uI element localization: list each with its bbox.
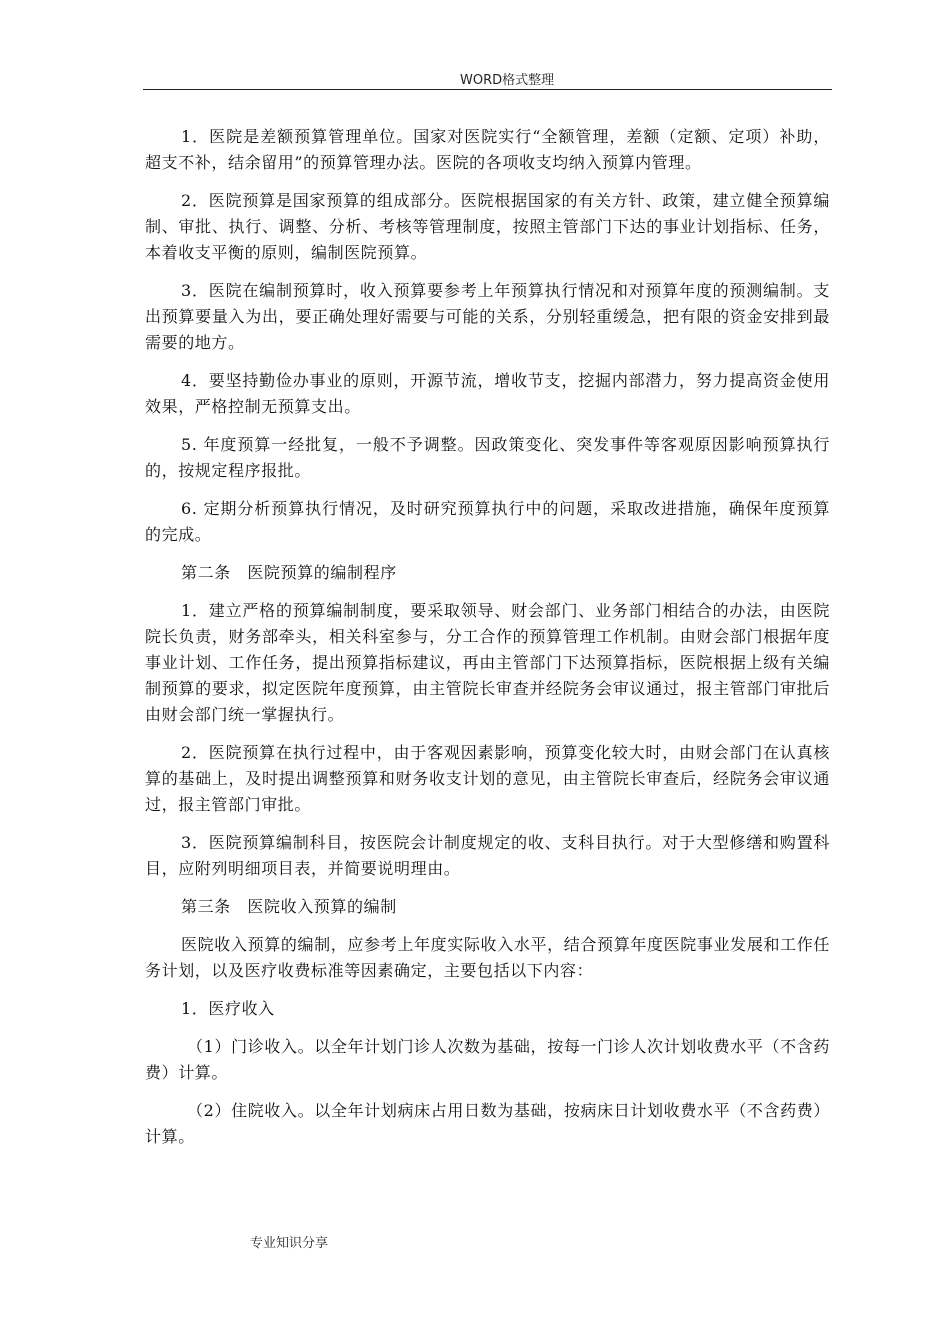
paragraph: 1．医院是差额预算管理单位。国家对医院实行“全额管理，差额（定额、定项）补助，超支不补，结余留用”的预算管理办法。医院的各项收支均纳入预算内管理。: [145, 127, 830, 172]
paragraph: （2）住院收入。以全年计划病床占用日数为基础，按病床日计划收费水平（不含药费）计算。: [145, 1101, 830, 1146]
paragraph: 2．医院预算是国家预算的组成部分。医院根据国家的有关方针、政策，建立健全预算编制、审批、执行、调整、分析、考核等管理制度，按照主管部门下达的事业计划指标、任务，本着收支平衡的原则，编制医院预算。: [145, 191, 830, 262]
paragraph: （1）门诊收入。以全年计划门诊人次数为基础，按每一门诊人次计划收费水平（不含药费）计算。: [145, 1037, 830, 1082]
subheading: 1．医疗收入: [181, 999, 275, 1018]
page-footer: 专业知识分享: [250, 1236, 329, 1251]
paragraph: 3．医院在编制预算时，收入预算要参考上年预算执行情况和对预算年度的预测编制。支出预算要量入为出，要正确处理好需要与可能的关系，分别轻重缓急，把有限的资金安排到最需要的地方。: [145, 281, 830, 352]
section-heading: 第三条 医院收入预算的编制: [181, 897, 397, 916]
paragraph: 2．医院预算在执行过程中，由于客观因素影响，预算变化较大时，由财会部门在认真核算的基础上，及时提出调整预算和财务收支计划的意见，由主管院长审查后，经院务会审议通过，报主管部门审批。: [145, 743, 830, 814]
header-divider: [143, 89, 832, 90]
paragraph: 4．要坚持勤俭办事业的原则，开源节流，增收节支，挖掘内部潜力，努力提高资金使用效果，严格控制无预算支出。: [145, 371, 830, 416]
paragraph: 3．医院预算编制科目，按医院会计制度规定的收、支科目执行。对于大型修缮和购置科目，应附列明细项目表，并简要说明理由。: [145, 833, 830, 878]
paragraph: 1．建立严格的预算编制制度，要采取领导、财会部门、业务部门相结合的办法，由医院院长负责，财务部牵头，相关科室参与，分工合作的预算管理工作机制。由财会部门根据年度事业计划、工作任务，提出预算指标建议，再由主管部门下达预算指标，医院根据上级有关编制预算的要求，拟定医院年度预算，由主管院长审查并经院务会审议通过，报主管部门审批后由财会部门统一掌握执行。: [145, 601, 830, 724]
document-body: [145, 124, 830, 1162]
paragraph: 医院收入预算的编制，应参考上年度实际收入水平，结合预算年度医院事业发展和工作任务计划，以及医疗收费标准等因素确定，主要包括以下内容：: [145, 935, 830, 980]
section-heading: 第二条 医院预算的编制程序: [181, 563, 397, 582]
paragraph: 5. 年度预算一经批复，一般不予调整。因政策变化、突发事件等客观原因影响预算执行的，按规定程序报批。: [145, 435, 830, 480]
header-title: WORD格式整理: [460, 73, 555, 88]
paragraph: 6. 定期分析预算执行情况，及时研究预算执行中的问题，采取改进措施，确保年度预算的完成。: [145, 499, 830, 544]
